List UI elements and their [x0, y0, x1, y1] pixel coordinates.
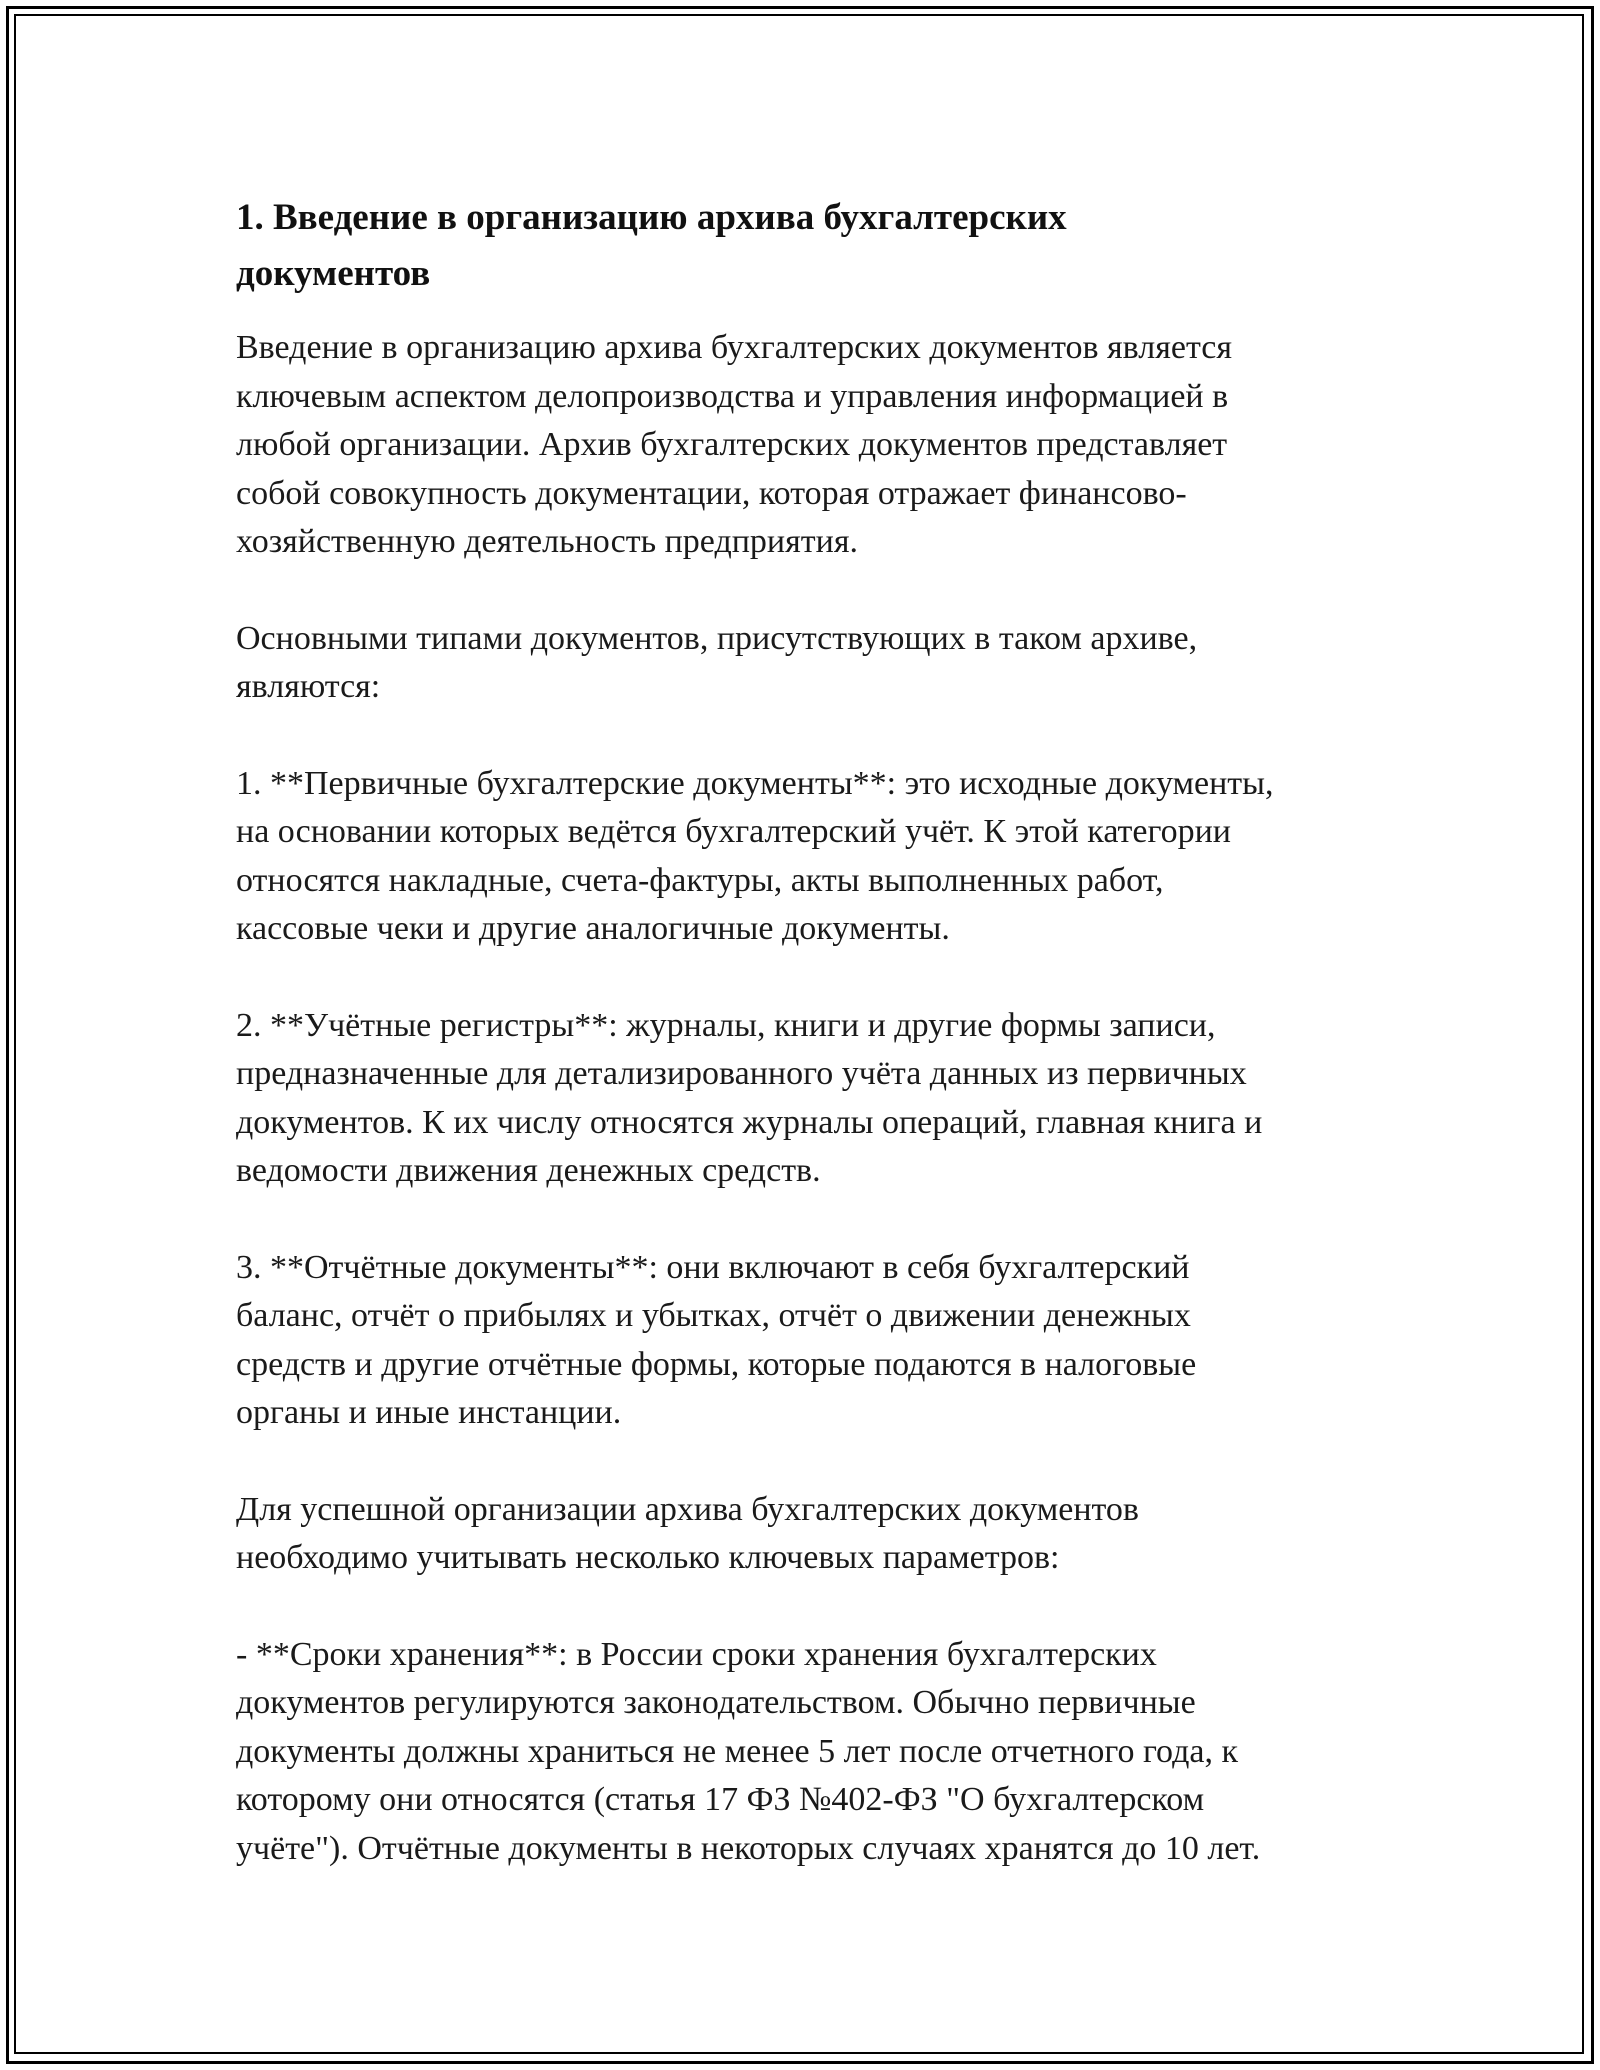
list-item-reporting-documents: 3. **Отчётные документы**: они включают в себя бухгалтерский баланс, отчёт о прибылях и убытках, отчёт о движении денежных средств и другие отчётные формы, которые подаются в налоговые органы и иные инстанции. — [236, 1248, 1197, 1431]
list-item-primary-documents: 1. **Первичные бухгалтерские документы**: это исходные документы, на основании которых ведётся бухгалтерский учёт. К этой категории относятся накладные, счета-фактуры, акты выполненных работ, кассовые чеки и другие аналогичные документы. — [236, 764, 1274, 947]
list-item-storage-periods: - **Сроки хранения**: в России сроки хранения бухгалтерских документов регулируются законодательством. Обычно первичные документы должны храниться не менее 5 лет после отчетного года, к которому они относятся (статья 17 ФЗ №402-ФЗ "О бухгалтерском учёте"). Отчётные документы в некоторых случаях хранятся до 10 лет. — [236, 1635, 1261, 1867]
list-item-accounting-registers: 2. **Учётные регистры**: журналы, книги и другие формы записи, предназначенные для детализированного учёта данных из первичных документов. К их числу относятся журналы операций, главная книга и ведомости движения денежных средств. — [236, 1006, 1263, 1189]
section-title: 1. Введение в организацию архива бухгалтерских документов — [236, 197, 1067, 294]
paragraph-intro: Введение в организацию архива бухгалтерских документов является ключевым аспектом делопроизводства и управления информацией в любой организации. Архив бухгалтерских документов представляет собой совокупность документации, которая отражает финансово- хозяйственную деятельность предприятия. — [236, 329, 1232, 560]
document-page — [236, 190, 1386, 1921]
paragraph-types-lead: Основными типами документов, присутствующих в таком архиве, являются: — [236, 619, 1198, 705]
paragraph-parameters-lead: Для успешной организации архива бухгалтерских документов необходимо учитывать несколько ключевых параметров: — [236, 1490, 1139, 1576]
